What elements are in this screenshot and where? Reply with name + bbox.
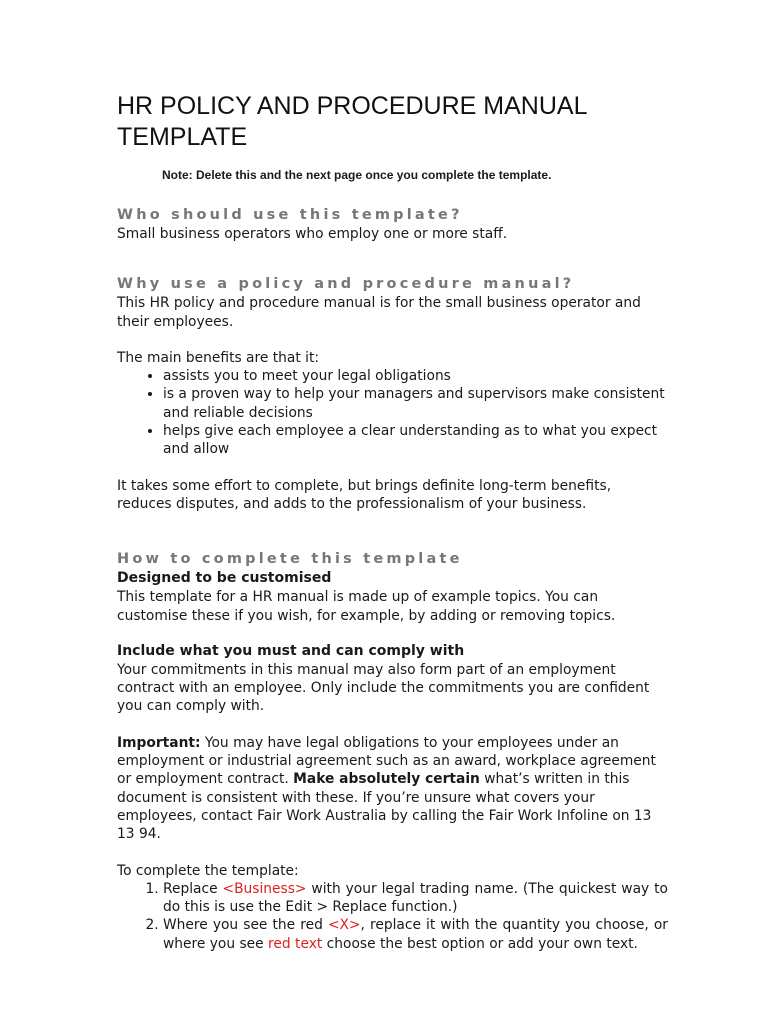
section-who xyxy=(117,205,668,243)
steps-lead: To complete the template: xyxy=(117,862,299,879)
comply-body: Your commitments in this manual may also form part of an employment contract with an employee. Only include the commitments you are confident you can comply with. xyxy=(117,661,650,715)
important-text-cont: what’s written in this document is consistent with these. If you’re unsure what covers your employees, contact Fair Work Australia by calling the Fair Work Infoline on 13 13 94. xyxy=(117,771,652,843)
step-text: , replace it with the quantity you choose, or where you see xyxy=(163,917,668,952)
section-heading-how: How to complete this template xyxy=(117,551,463,568)
benefit-item: • is a proven way to help your managers and supervisors make consistent and reliable decisions xyxy=(163,385,668,422)
why-closing: It takes some effort to complete, but brings definite long-term benefits, reduces disputes, and adds to the professionalism of your business. xyxy=(117,477,612,512)
subheading-customised: Designed to be customised xyxy=(117,570,332,587)
important-text: You may have legal obligations to your employees under an employment or industrial agreement such as an award, workplace agreement or employment contract. xyxy=(117,734,656,788)
customised-body: This template for a HR manual is made up of example topics. You can customise these if you wish, for example, by adding or removing topics. xyxy=(117,589,616,624)
section-why xyxy=(117,274,668,513)
important-label: Important: xyxy=(117,734,201,751)
template-note: Note: Delete this and the next page once you complete the template. xyxy=(162,168,552,182)
benefit-item: • assists you to meet your legal obligations xyxy=(163,367,668,385)
important-paragraph xyxy=(117,734,668,844)
step-text: choose the best option or add your own text. xyxy=(322,935,638,952)
benefit-item: • helps give each employee a clear understanding as to what you expect and allow xyxy=(163,422,668,459)
subheading-comply: Include what you must and can comply with xyxy=(117,642,465,659)
placeholder-x: <X> xyxy=(327,917,361,934)
section-heading-why: Why use a policy and procedure manual? xyxy=(117,276,575,293)
section-how xyxy=(117,549,668,953)
document-title: HR POLICY AND PROCEDURE MANUAL TEMPLATE xyxy=(117,92,587,151)
important-emphasis: Make absolutely certain xyxy=(293,771,480,788)
placeholder-business: <Business> xyxy=(222,880,307,897)
why-intro: This HR policy and procedure manual is for the small business operator and their employees. xyxy=(117,295,641,330)
section-body-who: Small business operators who employ one or more staff. xyxy=(117,226,508,242)
step-text: with your legal trading name. (The quickest way to do this is use the Edit > Replace function.) xyxy=(163,880,668,916)
benefits-lead: The main benefits are that it: xyxy=(117,349,320,366)
step-item xyxy=(163,880,668,917)
step-text: Where you see the red xyxy=(163,917,328,934)
section-heading-who: Who should use this template? xyxy=(117,207,463,223)
placeholder-red-text: red text xyxy=(268,935,323,952)
steps-list xyxy=(117,880,668,953)
benefits-list xyxy=(117,367,668,458)
step-item xyxy=(163,916,668,953)
step-text: Replace xyxy=(163,880,223,897)
